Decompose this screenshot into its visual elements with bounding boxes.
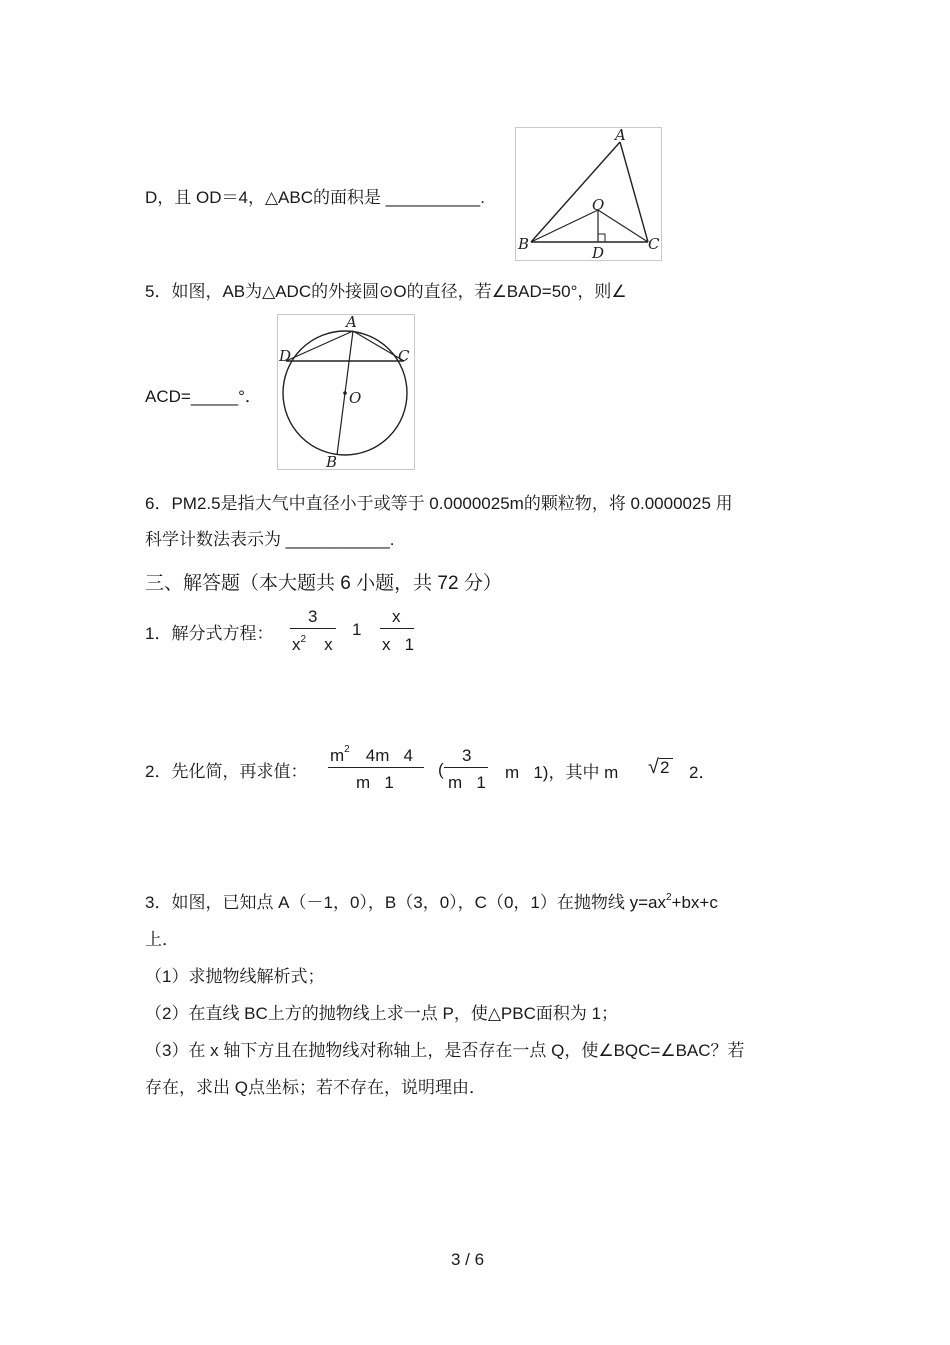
- q5-line1: 5．如图，AB为△ADC的外接圆⊙O的直径，若∠BAD=50°，则∠: [145, 282, 627, 301]
- vertex-a-label: A: [615, 128, 626, 144]
- problem3-part2: （2）在直线 BC上方的抛物线上求一点 P，使△PBC面积为 1；: [145, 1004, 619, 1023]
- q4-text: D，且 OD＝4，△ABC的面积是 __________.: [145, 188, 485, 207]
- q6-line2: 科学计数法表示为 ___________.: [145, 530, 395, 549]
- problem1-label: 1．解分式方程：: [145, 624, 274, 643]
- p2-fraction1-denominator: m 1: [356, 773, 394, 792]
- section-heading: 三、解答题（本大题共 6 小题，共 72 分）: [145, 573, 502, 594]
- circle-point-a-label: A: [346, 315, 357, 331]
- triangle-figure: [515, 127, 662, 261]
- vertex-c-label: C: [648, 235, 660, 253]
- p2-fraction1-bar: [328, 767, 424, 768]
- circle-point-d-label: D: [279, 347, 292, 365]
- p2-fraction2-bar: [444, 767, 488, 768]
- p2-sqrt-value: 2: [660, 758, 670, 777]
- problem3-part1: （1）求抛物线解析式；: [145, 967, 325, 986]
- p2-fraction1-numerator: $m^2$ 4m 4: [330, 744, 413, 765]
- p1-fraction2-bar: [380, 628, 414, 629]
- p2-fraction2-denominator: m 1: [448, 773, 486, 792]
- p1-fraction1-bar: [290, 628, 336, 629]
- p1-fraction2-numerator: x: [392, 607, 401, 626]
- p1-middle-term: 1: [352, 620, 362, 639]
- problem2-label: 2．先化简，再求值：: [145, 762, 308, 781]
- p2-fraction2-numerator: 3: [462, 746, 472, 765]
- vertex-b-label: B: [518, 235, 530, 253]
- problem3-line1: 3．如图，已知点 A（－1，0），B（3，0），C（0，1）在抛物线 $y=ax^2+bx+c$: [145, 892, 718, 912]
- page-number: 3 / 6: [451, 1250, 485, 1269]
- q5-line2: ACD=_____°．: [145, 387, 262, 406]
- q6-line1: 6．PM2.5是指大气中直径小于或等于 0.0000025m的颗粒物，将 0.0000025 用: [145, 494, 733, 513]
- circle-point-c-label: C: [398, 347, 410, 365]
- point-o-label: O: [592, 196, 605, 214]
- problem3-part3-cont: 存在，求出 Q点坐标；若不存在，说明理由．: [145, 1078, 486, 1097]
- circle-point-b-label: B: [326, 453, 338, 469]
- point-d-label: D: [592, 244, 605, 260]
- p1-fraction2-denominator: x 1: [382, 635, 415, 654]
- p2-end: 2．: [689, 763, 716, 782]
- circle-figure: [277, 314, 415, 470]
- p1-fraction1-numerator: 3: [308, 607, 318, 626]
- p1-fraction1-denominator: $x^2$ x: [292, 634, 333, 654]
- problem3-line2: 上．: [145, 930, 179, 949]
- p2-open-paren: (: [438, 760, 444, 779]
- circle-center-o-label: O: [349, 389, 362, 407]
- p2-sqrt-sign: √: [648, 756, 659, 778]
- p2-tail: m 1)，其中 m: [505, 763, 619, 782]
- problem3-part3: （3）在 x 轴下方且在抛物线对称轴上，是否存在一点 Q，使∠BQC=∠BAC？若: [145, 1041, 745, 1060]
